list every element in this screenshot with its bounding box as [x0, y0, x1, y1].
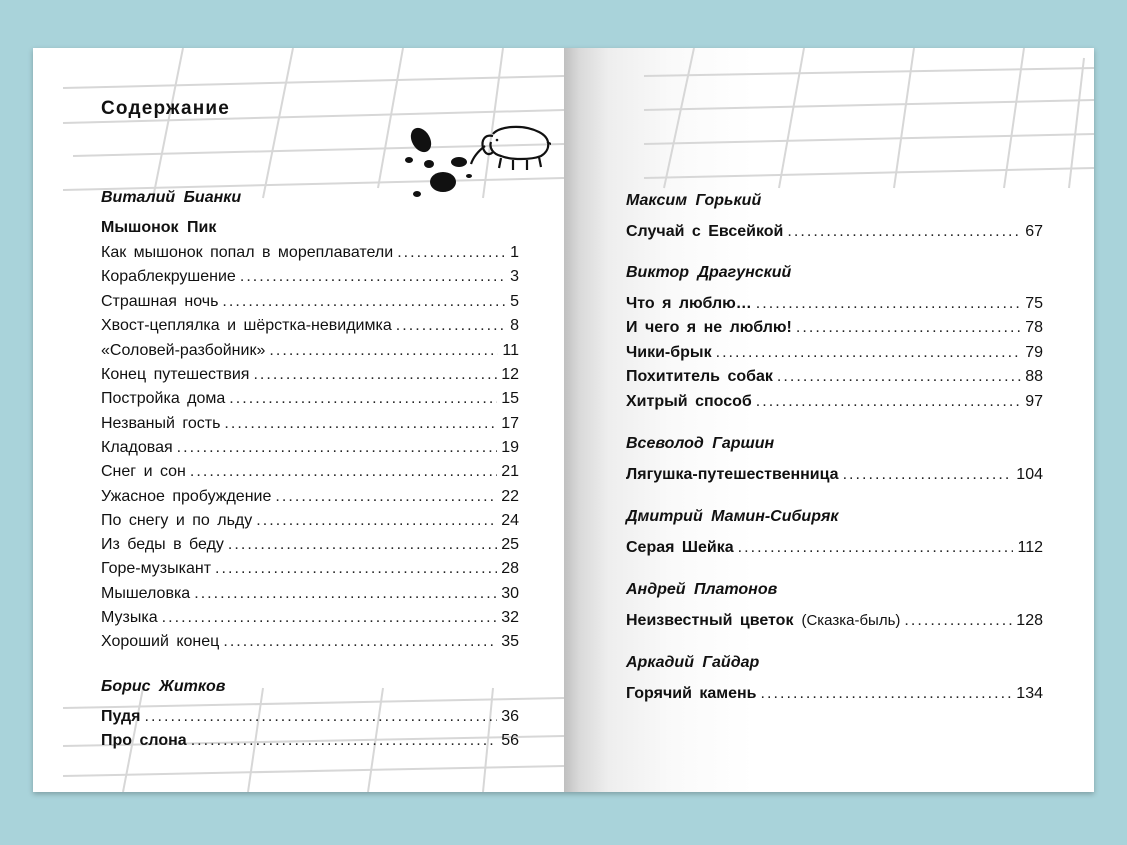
author-mamin-sibiryak: Дмитрий Мамин-Сибиряк [626, 508, 839, 525]
toc-entry[interactable]: Хвост-цеплялка и шёрстка-невидимка . . . 8 [101, 317, 519, 337]
toc-entry[interactable]: Что я люблю… . . . 75 [626, 295, 1043, 315]
toc-entry[interactable]: Горе-музыкант . . . 28 [101, 560, 519, 580]
book-title-myshonok-pik: Мышонок Пик [101, 219, 217, 236]
toc-entry[interactable]: Кораблекрушение . . . 3 [101, 268, 519, 288]
toc-entry[interactable]: Хороший конец . . . 35 [101, 633, 519, 653]
toc-entry[interactable]: Про слона . . . 56 [101, 732, 519, 752]
toc-entry[interactable]: Ужасное пробуждение . . . 22 [101, 488, 519, 508]
toc-entry[interactable]: По снегу и по льду . . . 24 [101, 512, 519, 532]
author-zhitkov: Борис Житков [101, 678, 226, 695]
right-page [564, 48, 1094, 792]
toc-entry[interactable]: Кладовая . . . 19 [101, 439, 519, 459]
author-gaidar: Аркадий Гайдар [626, 654, 760, 671]
author-garshin: Всеволод Гаршин [626, 435, 775, 452]
toc-entry[interactable]: Незваный гость . . . 17 [101, 415, 519, 435]
toc-entry[interactable]: И чего я не люблю! . . . 78 [626, 319, 1043, 339]
toc-entry[interactable]: Неизвестный цветок (Сказка-быль) . . . 128 [626, 612, 1043, 632]
toc-entry[interactable]: Чики-брык . . . 79 [626, 344, 1043, 364]
toc-entry[interactable]: Как мышонок попал в мореплаватели . . . 1 [101, 244, 519, 264]
page-heading: Содержание [101, 98, 231, 119]
toc-entry[interactable]: Случай с Евсейкой . . . 67 [626, 223, 1043, 243]
toc-entry[interactable]: Горячий камень . . . 134 [626, 685, 1043, 705]
toc-entry[interactable]: Пудя . . . 36 [101, 708, 519, 728]
toc-entry[interactable]: Хитрый способ . . . 97 [626, 393, 1043, 413]
toc-entry[interactable]: Снег и сон . . . 21 [101, 463, 519, 483]
toc-entry[interactable]: «Соловей-разбойник» . . . 11 [101, 342, 519, 362]
background-grid [564, 48, 1094, 792]
left-page [33, 48, 564, 792]
toc-entry[interactable]: Похититель собак . . . 88 [626, 368, 1043, 388]
toc-entry[interactable]: Музыка . . . 32 [101, 609, 519, 629]
toc-entry[interactable]: Серая Шейка . . . 112 [626, 539, 1043, 559]
toc-entry[interactable]: Страшная ночь . . . 5 [101, 293, 519, 313]
toc-entry[interactable]: Лягушка-путешественница . . . 104 [626, 466, 1043, 486]
book-spread [33, 48, 1094, 792]
toc-entry[interactable]: Мышеловка . . . 30 [101, 585, 519, 605]
elephant-illustration-icon [401, 120, 551, 210]
author-gorky: Максим Горький [626, 192, 762, 209]
author-platonov: Андрей Платонов [626, 581, 778, 598]
toc-entry[interactable]: Из беды в беду . . . 25 [101, 536, 519, 556]
toc-entry[interactable]: Постройка дома . . . 15 [101, 390, 519, 410]
author-dragunsky: Виктор Драгунский [626, 264, 792, 281]
author-bianki: Виталий Бианки [101, 189, 242, 206]
toc-entry[interactable]: Конец путешествия . . . 12 [101, 366, 519, 386]
